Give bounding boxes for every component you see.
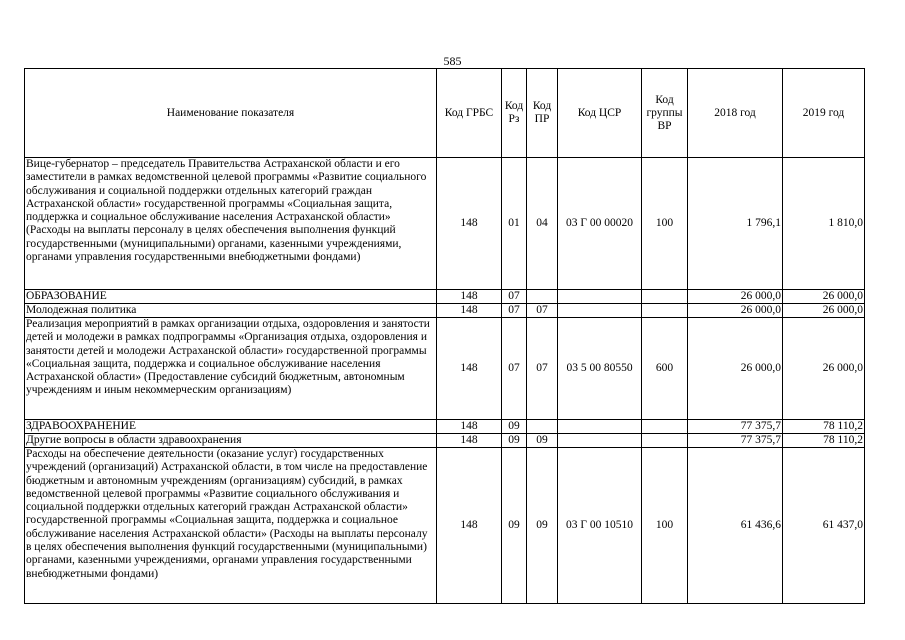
row-grbs: 148 bbox=[437, 318, 502, 420]
table-row bbox=[25, 448, 865, 604]
row-name: Молодежная политика bbox=[25, 304, 437, 318]
row-2019: 61 437,0 bbox=[783, 448, 865, 604]
row-pr bbox=[527, 290, 558, 304]
table-row bbox=[25, 290, 865, 304]
row-rz: 01 bbox=[502, 158, 527, 290]
row-2018: 26 000,0 bbox=[688, 318, 783, 420]
row-csr bbox=[558, 434, 642, 448]
header-csr: Код ЦСР bbox=[558, 69, 642, 158]
row-name: ЗДРАВООХРАНЕНИЕ bbox=[25, 420, 437, 434]
row-name: Реализация мероприятий в рамках организации отдыха, оздоровления и занятости детей и молодежи в рамках подпрограммы «Организация отдыха, оздоровления и занятости детей и молодежи Астраханской области» государственной программы «Социальная защита, поддержка и социальное обслуживание населения Астраханской области» (Предоставление субсидий бюджетным, автономным учреждениям и иным некоммерческим организациям) bbox=[25, 318, 437, 420]
row-2019: 26 000,0 bbox=[783, 318, 865, 420]
row-2019: 26 000,0 bbox=[783, 304, 865, 318]
row-2018: 77 375,7 bbox=[688, 420, 783, 434]
table-row bbox=[25, 318, 865, 420]
row-pr: 07 bbox=[527, 304, 558, 318]
row-2018: 61 436,6 bbox=[688, 448, 783, 604]
row-csr bbox=[558, 304, 642, 318]
header-pr: Код ПР bbox=[527, 69, 558, 158]
row-vr bbox=[642, 304, 688, 318]
row-csr bbox=[558, 290, 642, 304]
row-name: Расходы на обеспечение деятельности (оказание услуг) государственных учреждений (организаций) Астраханской области, в том числе на предоставление бюджетным и автономным учреждениям (организациям) субсидий, в рамках ведомственной целевой программы «Развитие социального обслуживания и социальной поддержки отдельных категорий граждан Астраханской области» государственной программы «Социальная защита, поддержка и социальное обслуживание населения Астраханской области» (Расходы на выплаты персоналу в целях обеспечения выполнения функций государственными (муниципальными) органами, казенными учреждениями, органами управления государственными внебюджетными фондами) bbox=[25, 448, 437, 604]
page-number: 585 bbox=[443, 54, 462, 68]
row-name: ОБРАЗОВАНИЕ bbox=[25, 290, 437, 304]
row-vr bbox=[642, 290, 688, 304]
row-csr: 03 Г 00 10510 bbox=[558, 448, 642, 604]
table-row bbox=[25, 434, 865, 448]
row-rz: 07 bbox=[502, 304, 527, 318]
table-row bbox=[25, 420, 865, 434]
header-name: Наименование показателя bbox=[25, 69, 437, 158]
row-2018: 77 375,7 bbox=[688, 434, 783, 448]
budget-table bbox=[24, 68, 865, 604]
row-rz: 07 bbox=[502, 318, 527, 420]
header-row bbox=[25, 69, 865, 158]
header-2018: 2018 год bbox=[688, 69, 783, 158]
header-rz: Код Рз bbox=[502, 69, 527, 158]
row-grbs: 148 bbox=[437, 434, 502, 448]
header-2019: 2019 год bbox=[783, 69, 865, 158]
row-vr: 100 bbox=[642, 158, 688, 290]
row-rz: 09 bbox=[502, 448, 527, 604]
row-2019: 26 000,0 bbox=[783, 290, 865, 304]
row-pr: 09 bbox=[527, 448, 558, 604]
row-pr: 07 bbox=[527, 318, 558, 420]
header-vr: Код группы ВР bbox=[642, 69, 688, 158]
row-2019: 78 110,2 bbox=[783, 420, 865, 434]
row-vr: 600 bbox=[642, 318, 688, 420]
row-name: Другие вопросы в области здравоохранения bbox=[25, 434, 437, 448]
row-grbs: 148 bbox=[437, 420, 502, 434]
row-grbs: 148 bbox=[437, 158, 502, 290]
row-rz: 07 bbox=[502, 290, 527, 304]
row-2019: 78 110,2 bbox=[783, 434, 865, 448]
row-2019: 1 810,0 bbox=[783, 158, 865, 290]
row-rz: 09 bbox=[502, 420, 527, 434]
row-grbs: 148 bbox=[437, 290, 502, 304]
row-vr: 100 bbox=[642, 448, 688, 604]
row-name: Вице-губернатор – председатель Правительства Астраханской области и его заместители в рамках ведомственной целевой программы «Развитие социального обслуживания и социальной поддержки отдельных категорий граждан Астраханской области» государственной программы «Социальная защита, поддержка и социальное обслуживание населения Астраханской области» (Расходы на выплаты персоналу в целях обеспечения выполнения функций государственными (муниципальными) органами, казенными учреждениями, органами управления государственными внебюджетными фондами) bbox=[25, 158, 437, 290]
row-2018: 26 000,0 bbox=[688, 290, 783, 304]
row-rz: 09 bbox=[502, 434, 527, 448]
row-grbs: 148 bbox=[437, 448, 502, 604]
row-vr bbox=[642, 420, 688, 434]
row-2018: 26 000,0 bbox=[688, 304, 783, 318]
row-vr bbox=[642, 434, 688, 448]
row-pr bbox=[527, 420, 558, 434]
table-row bbox=[25, 304, 865, 318]
table-row bbox=[25, 158, 865, 290]
row-2018: 1 796,1 bbox=[688, 158, 783, 290]
row-pr: 09 bbox=[527, 434, 558, 448]
row-csr: 03 5 00 80550 bbox=[558, 318, 642, 420]
row-grbs: 148 bbox=[437, 304, 502, 318]
row-pr: 04 bbox=[527, 158, 558, 290]
row-csr bbox=[558, 420, 642, 434]
header-grbs: Код ГРБС bbox=[437, 69, 502, 158]
row-csr: 03 Г 00 00020 bbox=[558, 158, 642, 290]
